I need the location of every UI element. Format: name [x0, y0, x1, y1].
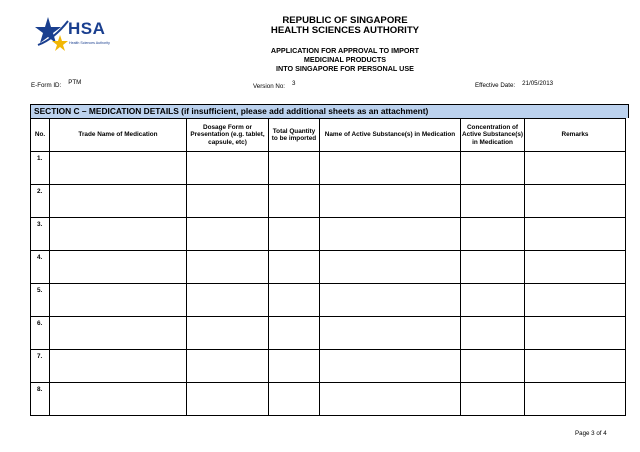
dosage-form-cell[interactable] [187, 251, 269, 284]
active-substance-cell[interactable] [320, 284, 461, 317]
dosage-form-cell[interactable] [187, 284, 269, 317]
total-quantity-cell[interactable] [269, 284, 320, 317]
total-quantity-cell[interactable] [269, 251, 320, 284]
form-title [0, 46, 640, 74]
dosage-form-cell[interactable] [187, 383, 269, 416]
dosage-form-cell[interactable] [187, 152, 269, 185]
organization-header [0, 16, 640, 36]
page-number: Page 3 of 4 [575, 430, 607, 437]
trade-name-cell[interactable] [50, 284, 187, 317]
trade-name-cell[interactable] [50, 383, 187, 416]
concentration-cell[interactable] [461, 284, 525, 317]
table-row [31, 185, 626, 218]
trade-name-cell[interactable] [50, 218, 187, 251]
version-number [253, 80, 296, 90]
row-number: 7. [31, 350, 50, 383]
concentration-cell[interactable] [461, 152, 525, 185]
table-row [31, 251, 626, 284]
table-row [31, 383, 626, 416]
trade-name-cell[interactable] [50, 251, 187, 284]
logo-subtext: Health Sciences Authority [69, 41, 110, 45]
active-substance-cell[interactable] [320, 350, 461, 383]
table-row [31, 152, 626, 185]
remarks-cell[interactable] [525, 317, 626, 350]
remarks-cell[interactable] [525, 284, 626, 317]
total-quantity-cell[interactable] [269, 218, 320, 251]
total-quantity-cell[interactable] [269, 152, 320, 185]
trade-name-cell[interactable] [50, 185, 187, 218]
remarks-cell[interactable] [525, 185, 626, 218]
table-row [31, 284, 626, 317]
medication-details-table [30, 118, 626, 416]
active-substance-cell[interactable] [320, 251, 461, 284]
active-substance-cell[interactable] [320, 152, 461, 185]
col-header-remarks: Remarks [525, 119, 626, 152]
table-row [31, 350, 626, 383]
concentration-cell[interactable] [461, 251, 525, 284]
dosage-form-cell[interactable] [187, 317, 269, 350]
form-id [31, 79, 82, 89]
dosage-form-cell[interactable] [187, 350, 269, 383]
table-row [31, 218, 626, 251]
concentration-cell[interactable] [461, 317, 525, 350]
row-number: 1. [31, 152, 50, 185]
trade-name-cell[interactable] [50, 350, 187, 383]
remarks-cell[interactable] [525, 350, 626, 383]
dosage-form-cell[interactable] [187, 218, 269, 251]
total-quantity-cell[interactable] [269, 317, 320, 350]
section-c-heading: SECTION C – MEDICATION DETAILS (if insufficient, please add additional sheets as an attachment) [30, 104, 629, 118]
table-row [31, 317, 626, 350]
effective-date [475, 82, 553, 89]
active-substance-cell[interactable] [320, 383, 461, 416]
version-value: 3 [292, 80, 296, 87]
row-number: 4. [31, 251, 50, 284]
row-number: 5. [31, 284, 50, 317]
total-quantity-cell[interactable] [269, 350, 320, 383]
org-line-2: HEALTH SCIENCES AUTHORITY [270, 25, 420, 37]
effective-date-label: Effective Date: [475, 82, 516, 89]
concentration-cell[interactable] [461, 218, 525, 251]
concentration-cell[interactable] [461, 383, 525, 416]
row-number: 6. [31, 317, 50, 350]
form-id-label: E-Form ID: [31, 82, 62, 89]
active-substance-cell[interactable] [320, 185, 461, 218]
remarks-cell[interactable] [525, 152, 626, 185]
dosage-form-cell[interactable] [187, 185, 269, 218]
version-label: Version No: [253, 83, 285, 90]
org-line-1: REPUBLIC OF SINGAPORE [282, 15, 408, 26]
remarks-cell[interactable] [525, 383, 626, 416]
active-substance-cell[interactable] [320, 317, 461, 350]
title-line-2: MEDICINAL PRODUCTS [303, 55, 387, 65]
col-header-total-quantity: Total Quantity to be imported [269, 119, 320, 152]
form-id-value: PTM [68, 79, 82, 86]
remarks-cell[interactable] [525, 218, 626, 251]
effective-date-value: 21/05/2013 [522, 80, 554, 87]
remarks-cell[interactable] [525, 251, 626, 284]
total-quantity-cell[interactable] [269, 185, 320, 218]
concentration-cell[interactable] [461, 350, 525, 383]
trade-name-cell[interactable] [50, 152, 187, 185]
row-number: 3. [31, 218, 50, 251]
row-number: 2. [31, 185, 50, 218]
title-line-1: APPLICATION FOR APPROVAL TO IMPORT [270, 46, 420, 55]
col-header-dosage-form: Dosage Form or Presentation (e.g. tablet, capsule, etc) [187, 119, 269, 152]
concentration-cell[interactable] [461, 185, 525, 218]
logo-text: HSA [68, 19, 106, 38]
col-header-trade-name: Trade Name of Medication [50, 119, 187, 152]
trade-name-cell[interactable] [50, 317, 187, 350]
row-number: 8. [31, 383, 50, 416]
col-header-concentration: Concentration of Active Substance(s) in Medication [461, 119, 525, 152]
active-substance-cell[interactable] [320, 218, 461, 251]
title-line-3: INTO SINGAPORE FOR PERSONAL USE [276, 64, 414, 74]
total-quantity-cell[interactable] [269, 383, 320, 416]
col-header-no: No. [31, 119, 50, 152]
col-header-active-substance: Name of Active Substance(s) in Medication [320, 119, 461, 152]
table-header-row [31, 119, 626, 152]
